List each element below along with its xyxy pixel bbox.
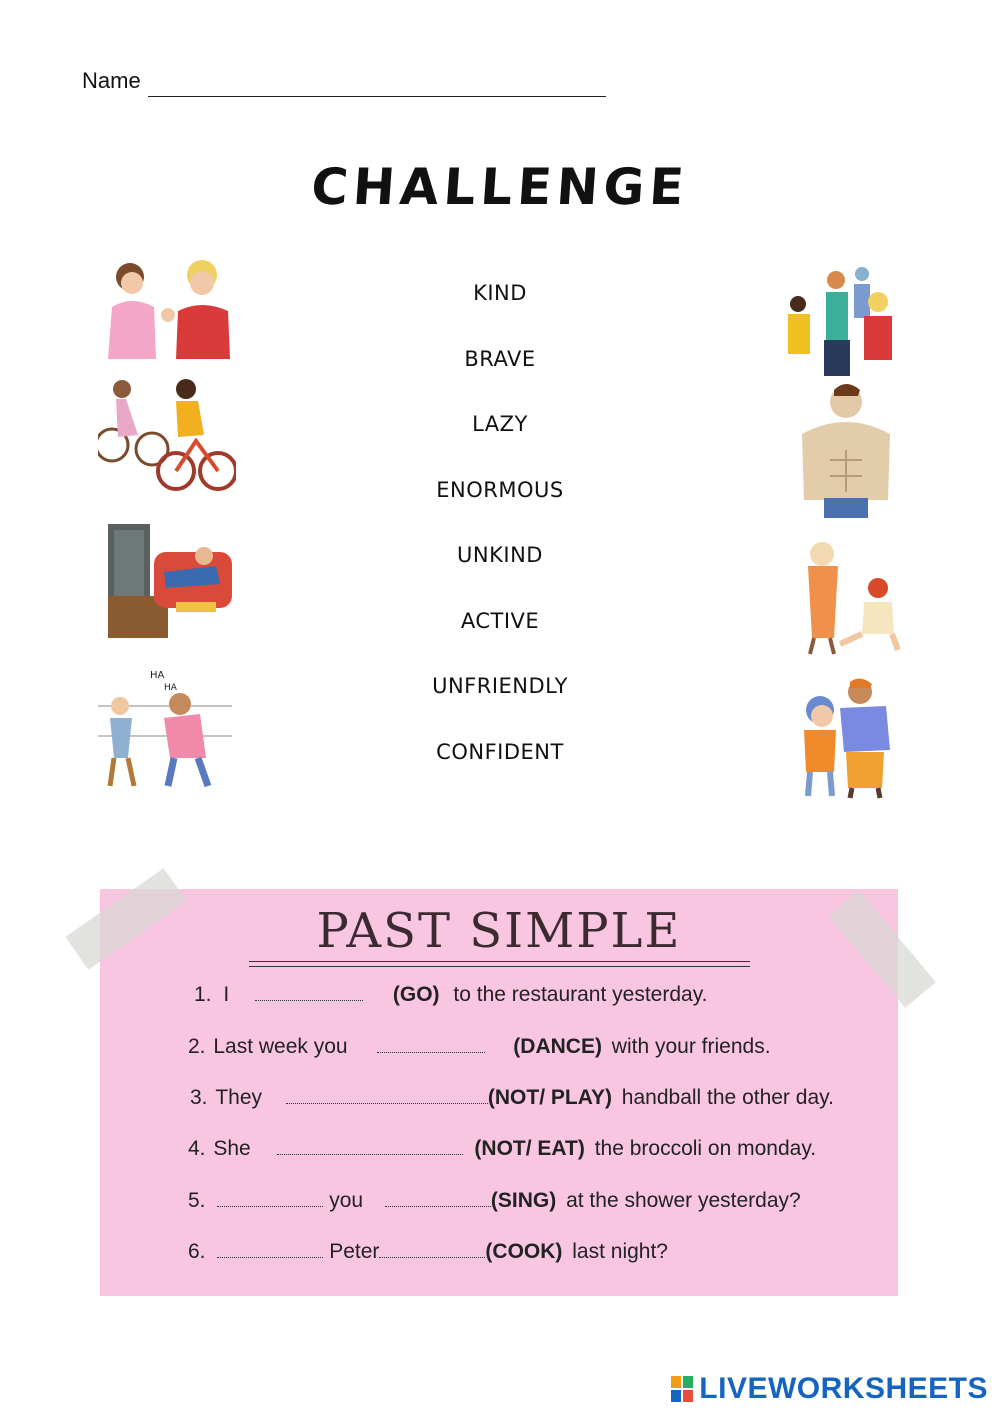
sentence-number: 4. — [188, 1137, 206, 1160]
answer-blank[interactable] — [277, 1153, 463, 1155]
sentence-text: the broccoli on monday. — [594, 1137, 817, 1160]
word-item: ACTIVE — [460, 609, 540, 633]
sentence-text: at the shower yesterday? — [566, 1189, 801, 1212]
sentence-text: Last week you — [213, 1035, 348, 1058]
page-title: CHALLENGE — [309, 158, 691, 216]
answer-blank[interactable] — [385, 1205, 491, 1207]
heading-rule — [249, 961, 750, 962]
sentence-text: with your friends. — [611, 1035, 771, 1058]
sentence-text: Peter — [329, 1240, 380, 1263]
sentence-number: 6. — [188, 1240, 206, 1263]
word-item: CONFIDENT — [436, 740, 564, 764]
sentence-number: 1. — [194, 983, 212, 1006]
logo-text: LIVEWORKSHEETS — [699, 1372, 988, 1405]
girl-helping-child-icon — [796, 540, 900, 656]
answer-blank[interactable] — [255, 999, 363, 1001]
sentence-text: She — [213, 1137, 251, 1160]
boy-laughing-at-boy-icon — [98, 662, 233, 790]
muscular-man-icon — [794, 380, 898, 520]
past-simple-heading: PAST SIMPLE — [316, 903, 682, 959]
word-item: BRAVE — [464, 347, 536, 371]
svg-text:HA: HA — [164, 683, 177, 693]
word-item: UNFRIENDLY — [432, 674, 568, 698]
verb-hint: (GO) — [392, 983, 440, 1006]
name-label: Name — [82, 68, 141, 93]
sentence-row — [190, 1086, 834, 1110]
sentence-text: handball the other day. — [621, 1086, 834, 1109]
answer-blank[interactable] — [377, 1051, 485, 1053]
svg-text:HA: HA — [150, 670, 165, 681]
sentence-text: They — [215, 1086, 263, 1109]
boy-on-sofa-with-tv-icon — [106, 522, 234, 640]
answer-blank[interactable] — [286, 1102, 488, 1104]
word-item: UNKIND — [457, 543, 543, 567]
liveworksheets-logo[interactable] — [671, 1372, 988, 1406]
sentence-text: you — [329, 1189, 364, 1212]
sentence-row — [188, 1240, 668, 1264]
verb-hint: (COOK) — [485, 1240, 563, 1263]
word-item: KIND — [473, 281, 527, 305]
liveworksheets-logo-icon — [671, 1376, 693, 1402]
answer-blank[interactable] — [217, 1256, 323, 1258]
verb-hint: (SING) — [490, 1189, 557, 1212]
sentence-row — [194, 983, 707, 1007]
girl-ignoring-boy-icon — [98, 255, 236, 360]
word-item: LAZY — [472, 412, 528, 436]
group-of-teens-icon — [784, 262, 896, 378]
sentence-row — [188, 1137, 816, 1161]
past-simple-panel — [100, 889, 898, 1296]
verb-hint: (DANCE) — [513, 1035, 602, 1058]
answer-blank[interactable] — [379, 1256, 485, 1258]
sentence-number: 5. — [188, 1189, 206, 1212]
heading-rule — [249, 966, 750, 967]
sentence-row — [188, 1189, 801, 1213]
answer-blank[interactable] — [217, 1205, 323, 1207]
sentence-text: to the restaurant yesterday. — [453, 983, 708, 1006]
sentence-text: I — [223, 983, 230, 1006]
word-item: ENORMOUS — [436, 478, 564, 502]
sentence-row — [188, 1035, 771, 1059]
verb-hint: (NOT/ EAT) — [474, 1137, 585, 1160]
sentence-text: last night? — [572, 1240, 668, 1263]
name-input-line[interactable] — [148, 96, 606, 97]
sentence-number: 3. — [190, 1086, 208, 1109]
two-cyclists-icon — [98, 375, 236, 500]
sentence-number: 2. — [188, 1035, 206, 1058]
verb-hint: (NOT/ PLAY) — [487, 1086, 612, 1109]
boy-comforting-boy-icon — [796, 676, 904, 800]
